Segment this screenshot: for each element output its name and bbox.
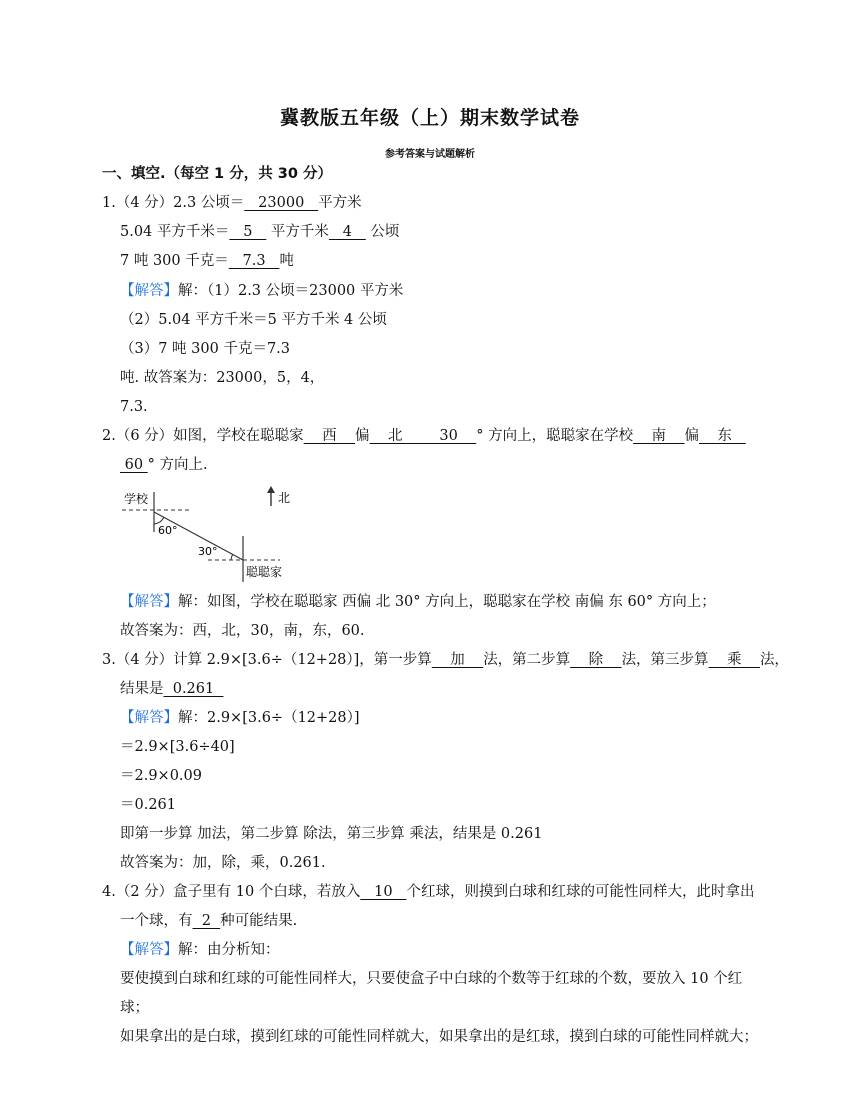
q2-text: ° 方向上. (147, 457, 208, 473)
q4-text: 种可能结果. (220, 913, 298, 929)
q3-text: 法，第三步算 (621, 652, 709, 668)
q1-text: 平方千米 (270, 224, 329, 240)
q1-text: 7 吨 300 千克＝ (120, 253, 229, 269)
solution-text: 解：2.9×[3.6÷（12+28）] (178, 710, 360, 726)
q3-answer-3: 乘 (708, 652, 760, 668)
q3-line2 (120, 679, 223, 699)
label-north: 北 (278, 491, 291, 505)
q3-solution-line (120, 708, 360, 728)
label-angle-60: 60° (158, 524, 178, 537)
q4-line2 (120, 911, 297, 931)
q2-solution-2: 故答案为：西，北，30，南，东，60. (120, 623, 365, 639)
label-angle-30: 30° (198, 545, 218, 558)
q1-solution-5: 7.3. (120, 399, 148, 415)
q2-text: 2.（6 分）如图，学校在聪聪家 (102, 428, 304, 444)
q2-text: 偏 (684, 428, 699, 444)
q2-answer-4: 南 (633, 428, 685, 444)
q3-answer-2: 除 (570, 652, 622, 668)
q3-solution-5: 即第一步算 加法，第二步算 除法，第三步算 乘法，结果是 0.261 (120, 826, 543, 842)
label-home: 聪聪家 (246, 565, 283, 579)
q1-text: 吨 (279, 253, 294, 269)
solution-text: 解：由分析知： (178, 942, 280, 958)
q1-text: 1.（4 分）2.3 公顷＝ (102, 195, 245, 211)
q2-answer-1: 西 (303, 428, 356, 444)
q3-text: 法， (759, 652, 789, 668)
q1-text: 5.04 平方千米＝ (120, 224, 230, 240)
solution-tag: 【解答】 (120, 283, 178, 299)
solution-tag: 【解答】 (120, 594, 178, 610)
q1-answer-1: 23000 (244, 195, 319, 211)
q3-text: 结果是 (120, 681, 164, 697)
section-heading: 一、填空.（每空 1 分，共 30 分） (102, 166, 332, 182)
q3-solution-2: ＝2.9×[3.6÷40] (120, 739, 235, 755)
q2-answer-5: 东 (698, 428, 746, 444)
q3-line1 (102, 650, 789, 670)
q3-answer-1: 加 (431, 652, 484, 668)
q2-answer-2: 北 (369, 428, 421, 444)
solution-tag: 【解答】 (120, 942, 178, 958)
q4-text: 个红球，则摸到白球和红球的可能性同样大，此时拿出 (406, 884, 755, 900)
q1-solution-line (120, 281, 403, 301)
page-subtitle: 参考答案与试题解析 (385, 149, 475, 160)
solution-tag: 【解答】 (120, 710, 178, 726)
q3-solution-3: ＝2.9×0.09 (120, 768, 202, 784)
q2-line1 (102, 426, 746, 446)
page-title: 冀教版五年级（上）期末数学试卷 (279, 107, 580, 129)
solution-text: 解：如图，学校在聪聪家 西偏 北 30° 方向上，聪聪家在学校 南偏 东 60° 方向上； (178, 594, 716, 610)
q4-solution-2: 要使摸到白球和红球的可能性同样大，只要使盒子中白球的个数等于红球的个数，要放入 10 个红 (120, 971, 743, 987)
q1-answer-2: 5 (229, 224, 267, 240)
q2-text: 偏 (355, 428, 370, 444)
q4-answer-2: 2 (192, 913, 221, 929)
q1-answer-3: 4 (328, 224, 366, 240)
q3-solution-4: ＝0.261 (120, 797, 177, 813)
q2-answer-6: 60 (120, 457, 148, 473)
q1-text: 公顷 (370, 224, 400, 240)
q4-solution-4: 如果拿出的是白球，摸到红球的可能性同样就大，如果拿出的是红球，摸到白球的可能性同样就大； (120, 1029, 758, 1045)
q2-answer-3: 30 (420, 428, 477, 444)
q4-text: 一个球，有 (120, 913, 193, 929)
q1-line1 (102, 193, 362, 213)
q4-solution-line (120, 940, 280, 960)
q1-solution-2: （2）5.04 平方千米＝5 平方千米 4 公顷 (120, 312, 387, 328)
solution-text: 解：（1）2.3 公顷＝23000 平方米 (178, 283, 404, 299)
q2-text: ° 方向上，聪聪家在学校 (476, 428, 634, 444)
q3-answer-4: 0.261 (163, 681, 224, 697)
q1-answer-4: 7.3 (228, 253, 280, 269)
q1-solution-3: （3）7 吨 300 千克＝7.3 (120, 341, 291, 357)
q4-answer-1: 10 (360, 884, 407, 900)
q1-line3 (120, 251, 294, 271)
direction-diagram (120, 484, 295, 584)
north-arrow-head-icon (267, 486, 275, 493)
label-school: 学校 (124, 492, 149, 506)
q4-text: 4.（2 分）盒子里有 10 个白球，若放入 (102, 884, 361, 900)
q2-solution-line (120, 592, 716, 612)
q4-solution-3: 球； (120, 1000, 149, 1016)
q1-solution-4: 吨. 故答案为：23000，5，4， (120, 370, 325, 386)
q3-solution-6: 故答案为：加，除，乘，0.261. (120, 855, 326, 871)
q1-text: 平方米 (318, 195, 362, 211)
q2-line2 (120, 455, 208, 475)
q3-text: 3.（4 分）计算 2.9×[3.6÷（12+28）]，第一步算 (102, 652, 432, 668)
q4-line1 (102, 882, 754, 902)
q1-line2 (120, 222, 399, 242)
q3-text: 法，第二步算 (483, 652, 571, 668)
